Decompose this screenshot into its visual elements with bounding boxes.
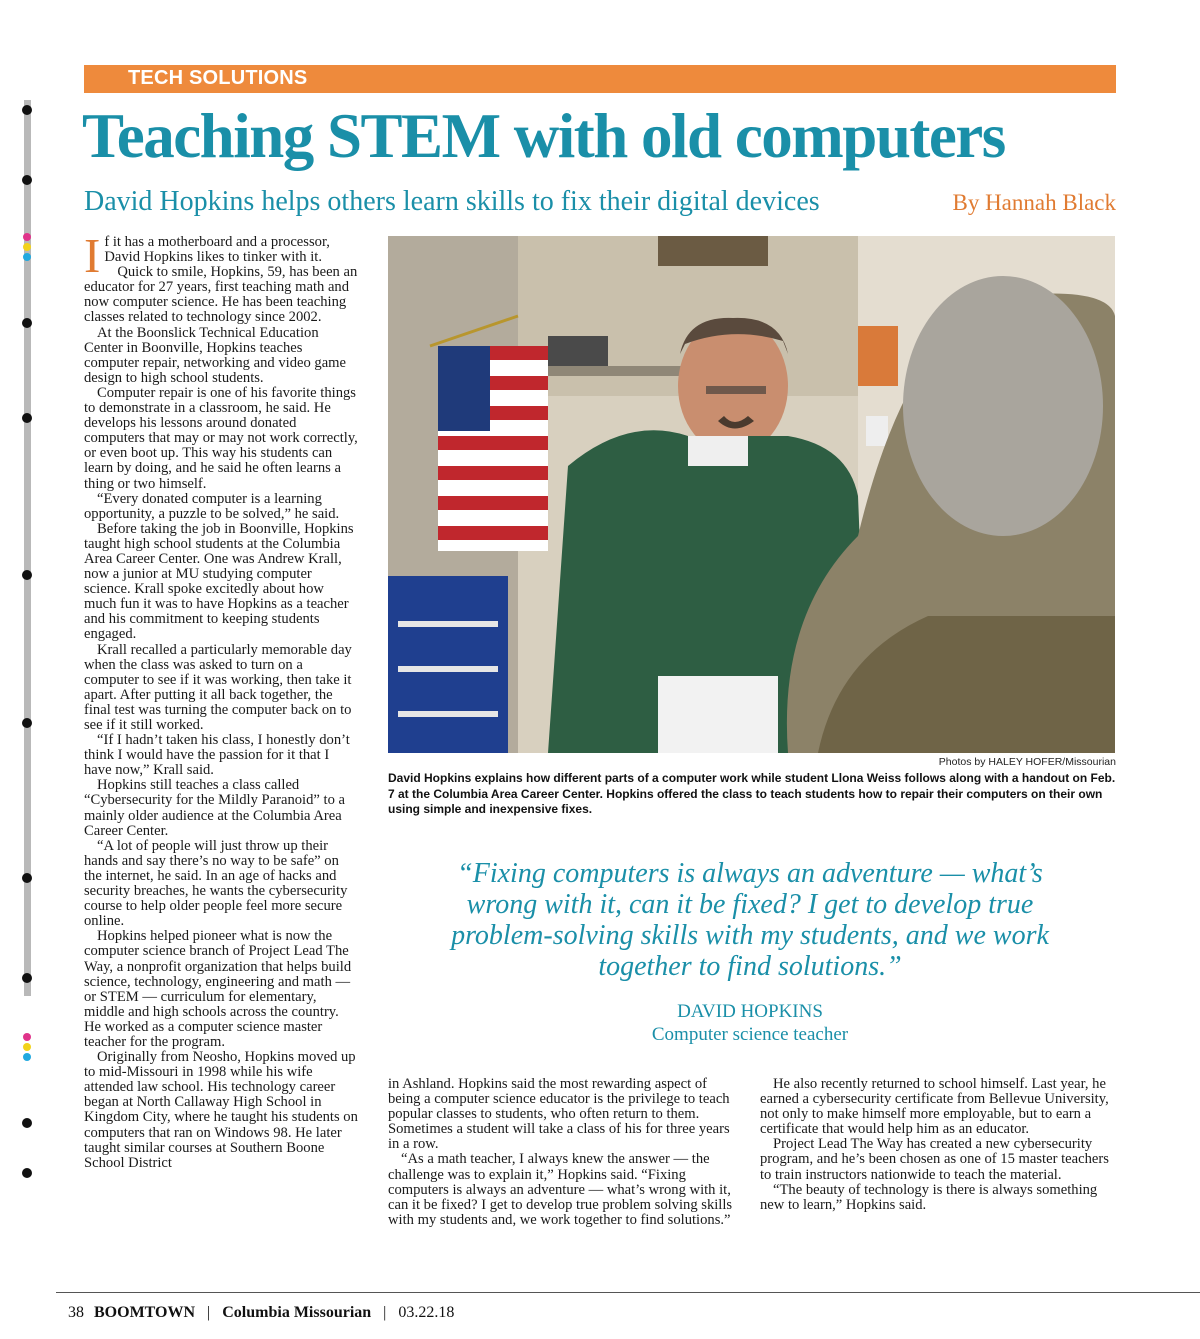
lead-paragraph: If it has a motherboard and a processor, David Hopkins likes to tinker with it. (84, 228, 330, 283)
body-paragraph: Krall recalled a particularly memorable day when the class was asked to turn on a computer to see if it was working, then take it apart. After putting it all back together, the final test was turning the computer back on to see if it still worked. (84, 641, 352, 733)
body-paragraph: “A lot of people will just throw up their hands and say there’s no way to be safe” on the internet, he said. In an age of hacks and security breaches, he wants the cybersecurity course to help older people feel more secure online. (84, 837, 348, 930)
drop-cap: I (84, 228, 101, 283)
registration-mark (22, 318, 32, 328)
body-paragraph: Project Lead The Way has created a new cybersecurity program, and he’s been chosen as one of 15 master teachers to train instructors nationwide to teach the material. (760, 1136, 1109, 1183)
headline: Teaching STEM with old computers (82, 101, 1005, 171)
footer-rule (56, 1292, 1200, 1293)
registration-mark (23, 243, 31, 251)
registration-mark (22, 570, 32, 580)
body-paragraph: in Ashland. Hopkins said the most rewarding aspect of being a computer science educator is the privilege to teach popular classes to students, who often return to them. Sometimes a student will take a class of his for three years in a row. (388, 1076, 730, 1153)
body-paragraph: “As a math teacher, I always knew the answer — the challenge was to explain it,” Hopkins said. “Fixing computers is always an adventure — what’s wrong with it, can it be fixed? I get to develop true problem solving skills with my students and, we work together to find solutions.” (388, 1151, 733, 1228)
page-number: 38 (68, 1304, 84, 1321)
body-paragraph: At the Boonslick Technical Education Center in Boonville, Hopkins teaches computer repair, networking and video game design to high school students. (84, 324, 347, 386)
body-paragraph: Before taking the job in Boonville, Hopkins taught high school students at the Columbia Area Career Center. One was Andrew Krall, now a junior at MU studying computer science. Krall spoke excitedly about how much fun it was to have Hopkins as a teacher and his commitment to keeping students engaged. (84, 520, 354, 643)
subheadline: David Hopkins helps others learn skills to fix their digital devices (84, 186, 820, 217)
body-paragraph: Hopkins helped pioneer what is now the computer science branch of Project Lead The Way, a nonprofit organization that helps build science, technology, engineering and math — or STEM — curriculum for elementary, middle and high schools across the country. He worked as a computer science master teacher for the program. (84, 928, 352, 1050)
body-paragraph: “If I hadn’t taken his class, I honestly don’t think I would have the passion for it that I have now,” Krall said. (84, 732, 350, 779)
article-column-2 (388, 1077, 743, 1228)
section-label: TECH SOLUTIONS (128, 67, 308, 89)
footer-separator: | (207, 1304, 211, 1321)
body-paragraph: He also recently returned to school himself. Last year, he earned a cybersecurity certificate from Bellevue University, not only to make himself more employable, but to earn a certificate that would help him as an educator. (760, 1076, 1109, 1138)
article-column-3 (760, 1077, 1115, 1213)
registration-mark (22, 1168, 32, 1178)
photo-caption: David Hopkins explains how different parts of a computer work while student Llona Weiss follows along with a handout on Feb. 7 at the Columbia Area Career Center. Hopkins offered the class to teach students how to repair their computers on their own using simple and inexpensive fixes. (388, 771, 1116, 816)
body-paragraph: “Every donated computer is a learning opportunity, a puzzle to be solved,” he said. (84, 490, 340, 522)
byline: By Hannah Black (952, 190, 1116, 215)
pull-quote-title: Computer science teacher (651, 1024, 849, 1045)
body-paragraph: Quick to smile, Hopkins, 59, has been an educator for 27 years, first teaching math and now computer science. He has been teaching classes related to technology since 2002. (84, 264, 358, 326)
registration-mark (23, 1053, 31, 1061)
article-photo (388, 236, 1115, 753)
registration-mark (22, 718, 32, 728)
magazine-name: BOOMTOWN (94, 1304, 196, 1321)
body-paragraph: “The beauty of technology is there is always something new to learn,” Hopkins said. (760, 1181, 1098, 1213)
registration-mark (23, 1033, 31, 1041)
page-footer (68, 1304, 454, 1322)
photo-credit: Photos by HALEY HOFER/Missourian (938, 756, 1116, 768)
body-paragraph: Hopkins still teaches a class called “Cybersecurity for the Mildly Paranoid” to a mainly older audience at the Columbia Area Career Center. (84, 777, 345, 839)
newspaper-name: Columbia Missourian (222, 1304, 372, 1321)
registration-mark (23, 1043, 31, 1051)
issue-date: 03.22.18 (398, 1304, 455, 1321)
body-paragraph: Computer repair is one of his favorite things to demonstrate in a classroom, he said. He develops his lessons around donated computers that may or may not work correctly, or even boot up. This way his students can learn by doing, and he said he often learns a thing or two himself. (84, 384, 358, 492)
section-banner (84, 65, 1116, 93)
registration-mark (22, 973, 32, 983)
pull-quote: “Fixing computers is always an adventure — what’s wrong with it, can it be fixed? I get to develop true problem-solving skills with my students, and we work together to find solutions.” (451, 858, 1049, 982)
registration-mark (22, 175, 32, 185)
body-paragraph: Originally from Neosho, Hopkins moved up to mid-Missouri in 1998 while his wife attended law school. His technology career began at North Callaway High School in Kingdom City, where he taught his students on computers that ran on Windows 98. He later taught similar courses at Southern Boone School District (84, 1049, 358, 1171)
article-column-1 (84, 228, 359, 1171)
registration-mark (22, 105, 32, 115)
registration-mark (23, 253, 31, 261)
registration-mark (22, 413, 32, 423)
registration-mark (22, 873, 32, 883)
pull-quote-attribution: DAVID HOPKINS (677, 1001, 823, 1022)
registration-mark (22, 1118, 32, 1128)
registration-mark (23, 233, 31, 241)
footer-separator: | (383, 1304, 387, 1321)
photo-illustration (388, 236, 1115, 753)
